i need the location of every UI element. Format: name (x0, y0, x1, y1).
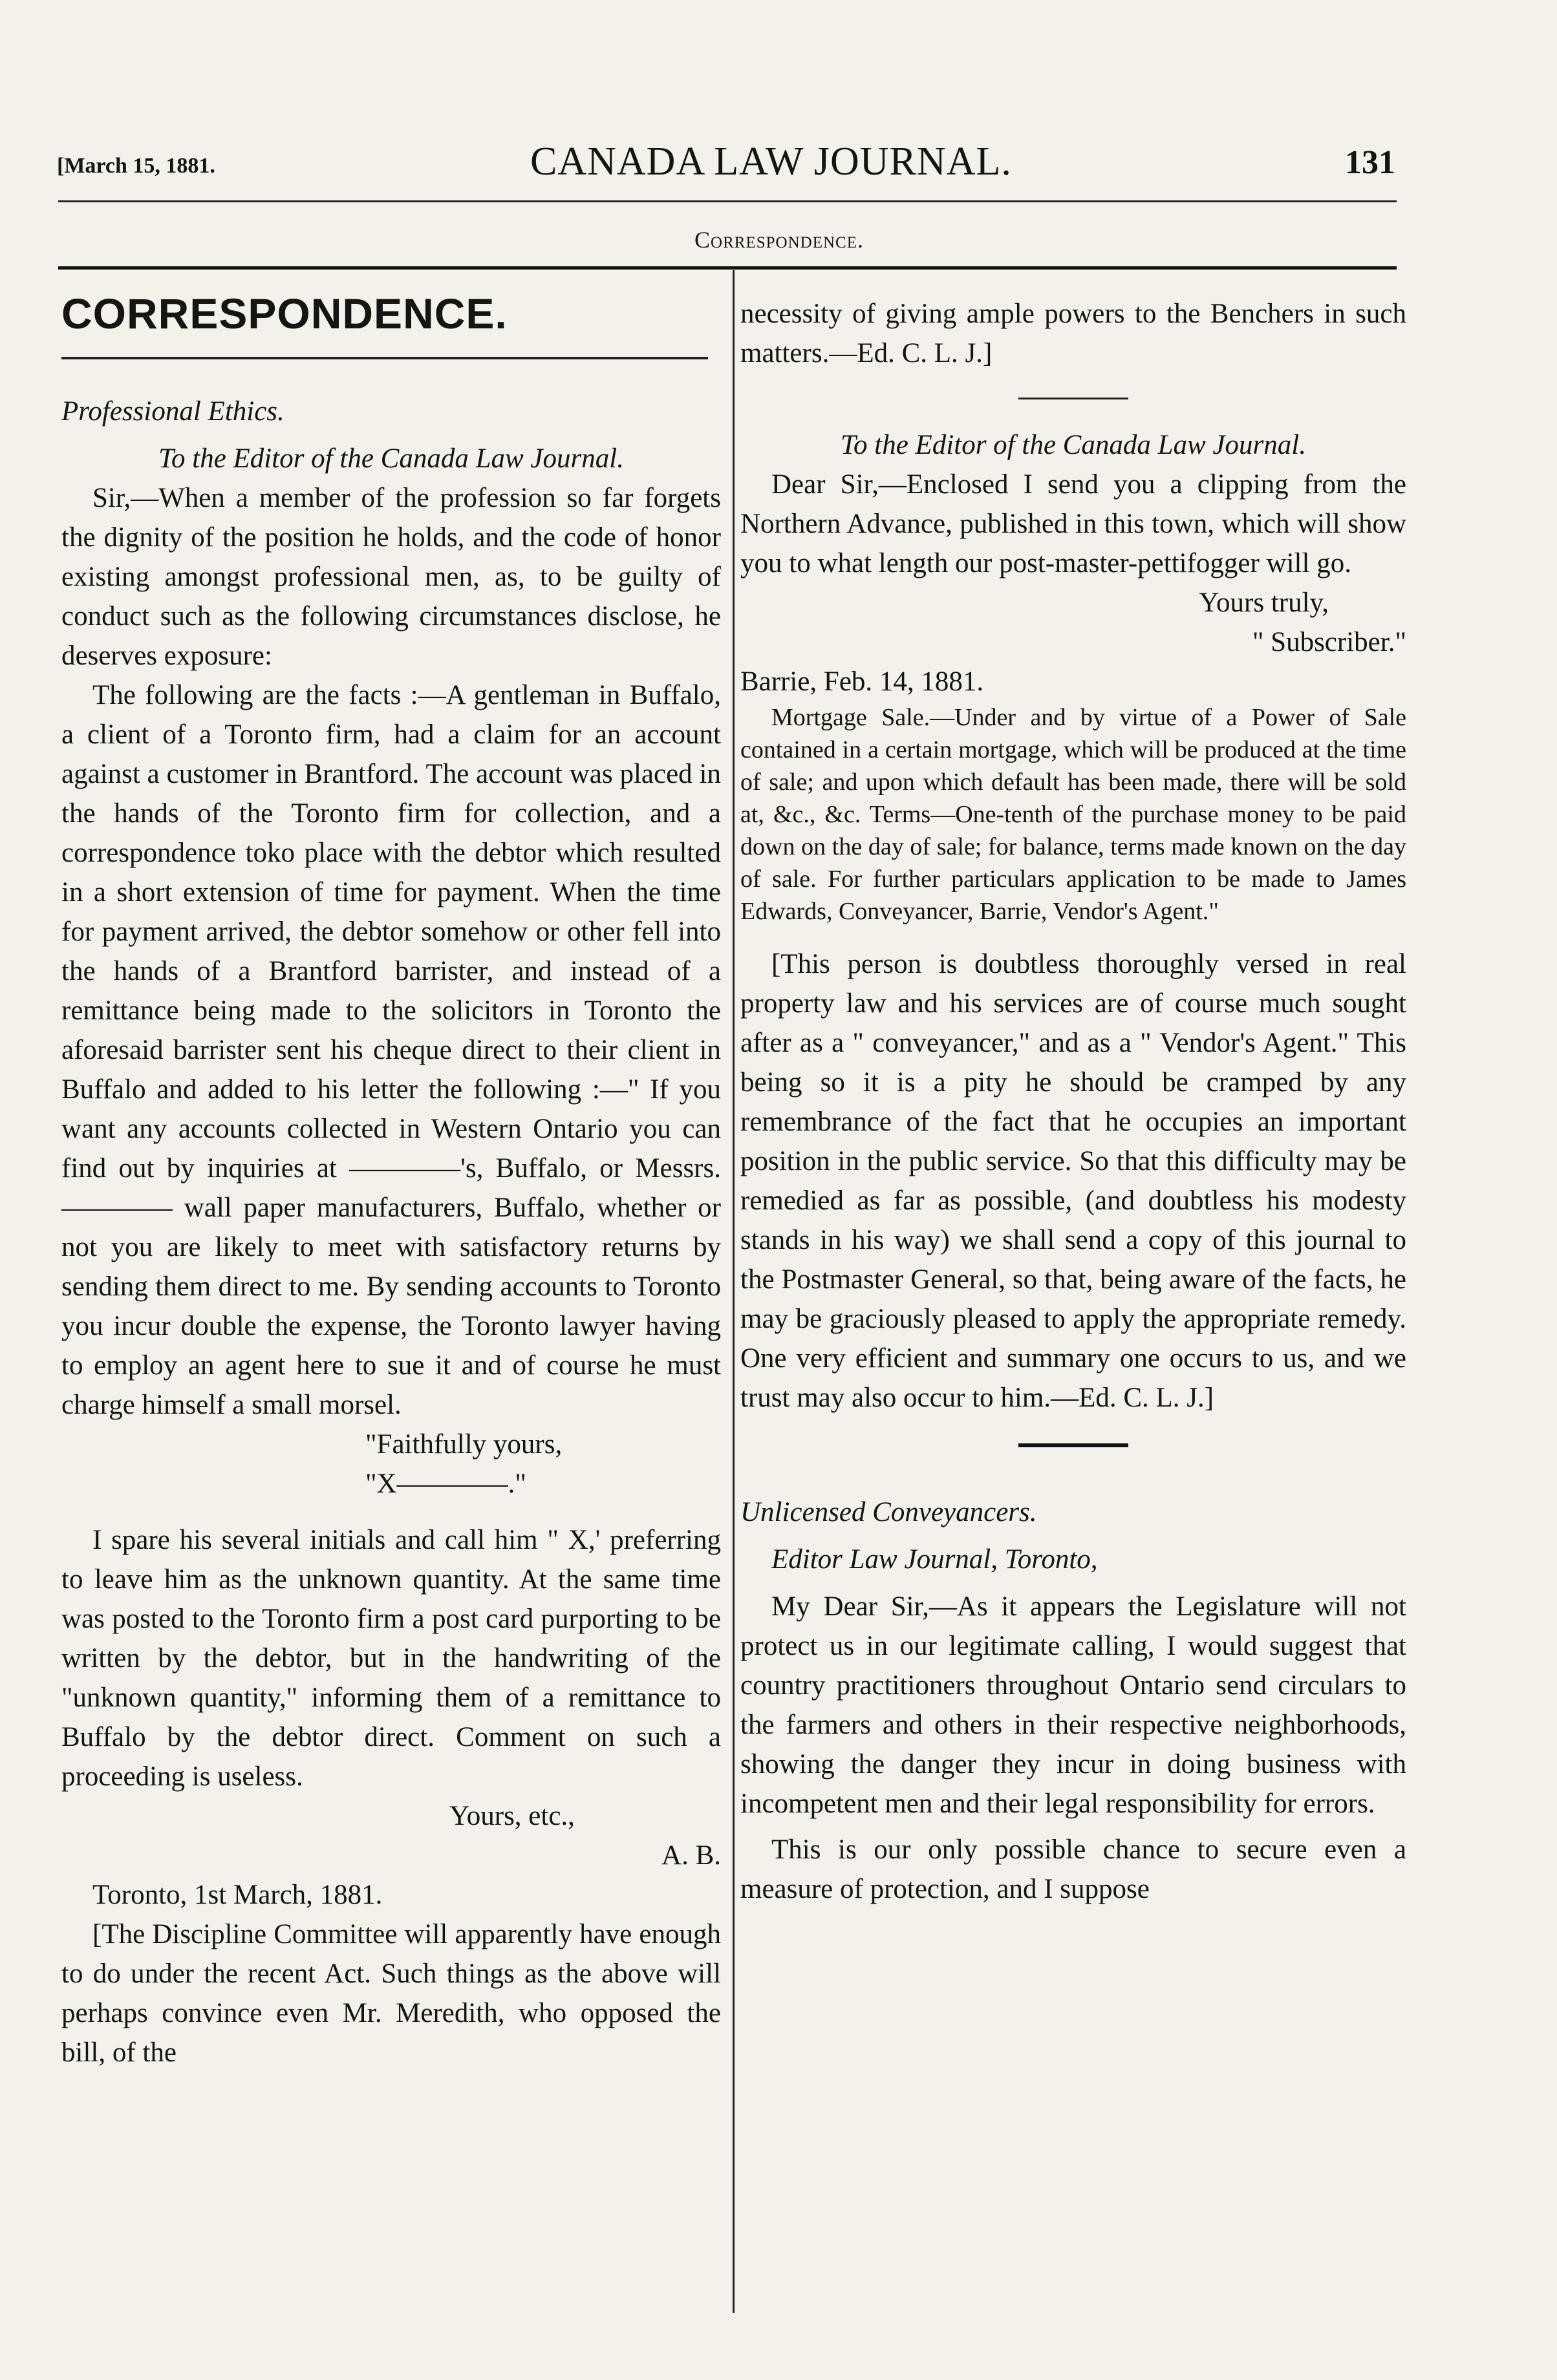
spacer (61, 1503, 721, 1520)
letter-closing-signature: "X————." (365, 1469, 526, 1499)
editor-note-conveyancer: [This person is doubtless thoroughly versed in real property law and his services are of course much sought after as a " conveyancer," and as a " Vendor's Agent." This being so it is a pity he should be cramped by any remembrance of the fact that he occupies an important position in the public service. So that this difficulty may be remedied as far as possible, (and doubtless his modesty stands in his way) we shall send a copy of this journal to the Postmaster General, so that, being aware of the facts, he may be graciously pleased to apply the appropriate remedy. One very efficient and summary one occurs to us, and we trust may also occur to him.—Ed. C. L. J.] (740, 949, 1406, 1413)
signature-ab: A. B. (661, 1840, 721, 1871)
correspondence-heading: CORRESPONDENCE. (61, 290, 508, 337)
issue-date: [March 15, 1881. (57, 154, 215, 178)
editor-note-continuation: necessity of giving ample powers to the Benchers in such matters.—Ed. C. L. J.] (740, 299, 1406, 368)
unlicensed-conveyancers-heading: Unlicensed Conveyancers. (740, 1497, 1037, 1527)
yours-etc: Yours, etc., (449, 1801, 575, 1831)
editor-address: Editor Law Journal, Toronto, (771, 1544, 1098, 1575)
short-divider (1018, 398, 1128, 399)
header-rule (58, 200, 1397, 202)
conveyancers-letter-paragraph-1: My Dear Sir,—As it appears the Legislature will not protect us in our legitimate calling, I would suggest that country practitioners throughout Ontario send circulars to the farmers and others in their respective neighborhoods, showing the danger they incur in doing business with incompetent men and their legal responsibility for errors. (740, 1591, 1406, 1819)
section-rule (58, 266, 1397, 270)
letter-paragraph-3: I spare his several initials and call him " X,' preferring to leave him as the unknown quantity. At the same time was posted to the Toronto firm a post card purporting to be written by the debtor, but in the handwriting of the "unknown quantity," informing them of a remittance to Buffalo by the debtor direct. Comment on such a proceeding is useless. (61, 1525, 721, 1792)
place-date-toronto: Toronto, 1st March, 1881. (92, 1880, 383, 1910)
right-column (740, 294, 1406, 1909)
to-editor-line-2: To the Editor of the Canada Law Journal. (841, 430, 1306, 460)
column-divider (733, 270, 735, 2313)
section-divider (1018, 1443, 1128, 1447)
place-date-barrie: Barrie, Feb. 14, 1881. (740, 666, 984, 697)
subscriber-letter: Dear Sir,—Enclosed I send you a clipping from the Northern Advance, published in this town, which will show you to what length our post-master-pettifogger will go. (740, 469, 1406, 579)
section-heading: Correspondence. (694, 227, 864, 253)
letter-closing: "Faithfully yours, (365, 1429, 563, 1460)
letter-paragraph-2: The following are the facts :—A gentleman in Buffalo, a client of a Toronto firm, had a claim for an account against a customer in Brantford. The account was placed in the hands of the Toronto firm for collection, and a correspondence toko place with the debtor which resulted in a short extension of time for payment. When the time for payment arrived, the debtor somehow or other fell into the hands of a Brantford barrister, and instead of a remittance being made to the solicitors in Toronto the aforesaid barrister sent his cheque direct to their client in Buffalo and added to his letter the following :—" If you want any accounts collected in Western Ontario you can find out by inquiries at ————'s, Buffalo, or Messrs. ———— wall paper manufacturers, Buffalo, whether or not you are likely to meet with satisfactory returns by sending them direct to me. By sending accounts to Toronto you incur double the expense, the Toronto lawyer having to employ an agent here to sue it and of course he must charge himself a small morsel. (61, 680, 721, 1420)
editor-note-discipline: [The Discipline Committee will apparently have enough to do under the recent Act. Such things as the above will perhaps convince even Mr. Meredith, who opposed the bill, of the (61, 1919, 721, 2068)
letter-paragraph-1: Sir,—When a member of the profession so far forgets the dignity of the position he holds, and the code of honor existing amongst professional men, as, to be guilty of conduct such as the following circumstances disclose, he deserves exposure: (61, 483, 721, 671)
mortgage-sale-clipping: Mortgage Sale.—Under and by virtue of a Power of Sale contained in a certain mortgage, which will be produced at the time of sale; and upon which default has been made, there will be sold at, &c., &c. Terms—One-tenth of the purchase money to be paid down on the day of sale; for balance, terms made known on the day of sale. For further particulars application to be made to James Edwards, Conveyancer, Barrie, Vendor's Agent." (740, 704, 1406, 925)
yours-truly: Yours truly, (1199, 588, 1329, 618)
signature-subscriber: " Subscriber." (1252, 627, 1406, 657)
page-number: 131 (1345, 144, 1395, 181)
heading-rule (61, 357, 708, 359)
spacer (740, 928, 1406, 944)
conveyancers-letter-paragraph-2: This is our only possible chance to secure even a measure of protection, and I suppose (740, 1834, 1406, 1904)
professional-ethics-heading: Professional Ethics. (61, 396, 285, 427)
to-editor-line: To the Editor of the Canada Law Journal. (158, 443, 624, 474)
journal-title: CANADA LAW JOURNAL. (530, 140, 1012, 184)
left-column (61, 290, 721, 2072)
